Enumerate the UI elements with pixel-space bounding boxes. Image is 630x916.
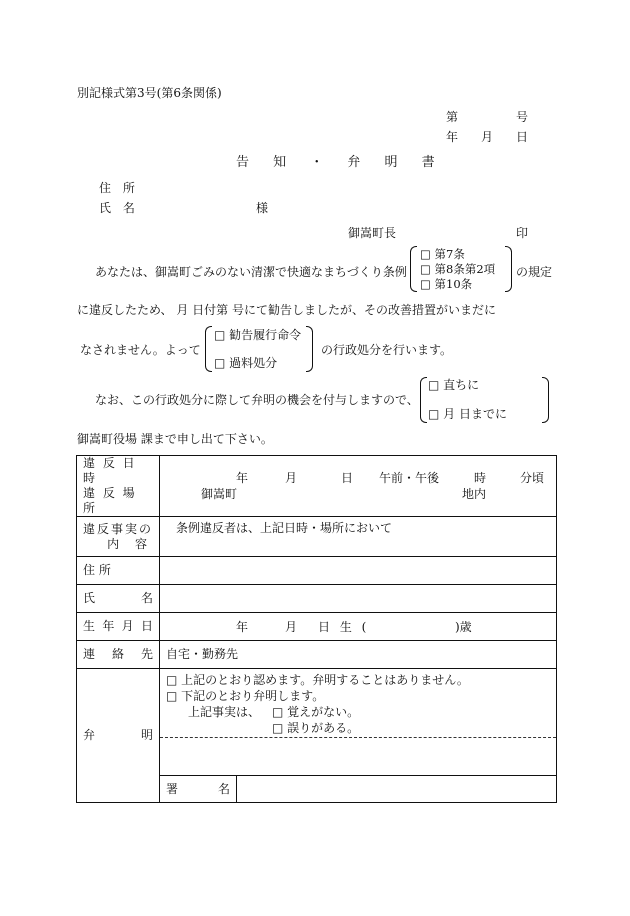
issuer-mayor: 御嵩町長 xyxy=(348,226,397,240)
deadline-option-2[interactable]: □ 月 日までに xyxy=(428,407,507,421)
birthdate-cell[interactable] xyxy=(160,613,557,641)
address-row-label: 住 所 xyxy=(77,557,160,585)
contact-value: 自宅・勤務先 xyxy=(166,647,239,661)
document-number-dai: 第 xyxy=(446,110,459,124)
document-number-go: 号 xyxy=(516,110,529,124)
action-option-2[interactable]: □ 過料処分 xyxy=(214,356,278,370)
defense-option-admit[interactable]: □ 上記のとおり認めます。弁明することはありません。 xyxy=(166,673,469,687)
notice-form-table xyxy=(76,455,557,803)
defense-sub-option-error[interactable]: □ 誤りがある。 xyxy=(272,721,360,735)
defense-sub-label: 上記事実は、 xyxy=(188,705,261,719)
date-day: 日 xyxy=(516,130,529,144)
violation-datetime-label: 違 反 日 時 xyxy=(83,456,137,485)
name-cell[interactable] xyxy=(160,585,557,613)
violation-facts-label xyxy=(77,517,160,557)
articles-bracket-right xyxy=(505,246,512,292)
violation-datetime-place-label xyxy=(77,456,160,517)
violation-facts-value: 条例違反者は、上記日時・場所において xyxy=(176,521,393,535)
articles-bracket-left xyxy=(410,246,417,292)
article-option-3[interactable]: □ 第10条 xyxy=(420,277,473,291)
actions-bracket-right xyxy=(306,326,313,372)
defense-divider xyxy=(160,737,556,738)
paragraph-1-post: の規定 xyxy=(516,265,553,279)
deadline-bracket-left xyxy=(420,377,427,423)
paragraph-2: に違反したため、 月 日付第 号にて勧告しましたが、その改善措置がいまだに xyxy=(77,303,496,317)
deadline-option-1[interactable]: □ 直ちに xyxy=(428,378,480,392)
r1-place-area: 地内 xyxy=(462,487,487,501)
signature-label: 署 名 xyxy=(160,776,237,803)
date-month: 月 xyxy=(481,130,494,144)
paragraph-3-pre: なされません。よって xyxy=(80,343,201,357)
r1-year: 年 xyxy=(236,471,249,485)
defense-row-label: 弁 明 xyxy=(77,669,160,803)
r1-hour: 時 xyxy=(474,471,487,485)
contact-row-label: 連 絡 先 xyxy=(77,641,160,669)
deadline-bracket-right xyxy=(542,377,549,423)
defense-sub-option-unaware[interactable]: □ 覚えがない。 xyxy=(272,705,360,719)
address-label: 住 所 xyxy=(99,181,139,195)
r1-day: 日 xyxy=(341,471,354,485)
paragraph-1-pre: あなたは、御嵩町ごみのない清潔で快適なまちづくり条例 xyxy=(95,265,407,279)
age: )歳 xyxy=(455,619,472,634)
article-option-1[interactable]: □ 第7条 xyxy=(420,247,465,261)
r1-place-town: 御嵩町 xyxy=(201,487,238,501)
violation-datetime-place-cell[interactable] xyxy=(160,456,557,517)
paragraph-5: 御嵩町役場 課まで申し出て下さい。 xyxy=(77,432,273,446)
violation-facts-label-a: 違反事実の xyxy=(83,521,154,536)
violation-place-label: 違 反 場 所 xyxy=(83,486,137,515)
paragraph-4-pre: なお、この行政処分に際して弁明の機会を付与しますので、 xyxy=(95,393,419,407)
address-cell[interactable] xyxy=(160,557,557,585)
form-reference: 別記様式第3号(第6条関係) xyxy=(77,86,222,100)
violation-facts-cell[interactable] xyxy=(160,517,557,557)
defense-cell[interactable] xyxy=(160,669,557,776)
defense-option-defend[interactable]: □ 下記のとおり弁明します。 xyxy=(166,689,325,703)
birth-day: 日 生 ( xyxy=(318,619,367,634)
r1-month: 月 xyxy=(285,471,298,485)
r1-minute: 分頃 xyxy=(520,471,545,485)
paragraph-3-post: の行政処分を行います。 xyxy=(321,343,453,357)
contact-cell[interactable] xyxy=(160,641,557,669)
seal-mark: 印 xyxy=(516,226,529,240)
birthdate-row-label: 生 年 月 日 xyxy=(77,613,160,641)
name-label: 氏 名 xyxy=(99,201,139,215)
violation-facts-label-b: 内 容 xyxy=(107,536,153,551)
date-year: 年 xyxy=(446,130,459,144)
actions-bracket-left xyxy=(205,326,212,372)
name-row-label: 氏 名 xyxy=(77,585,160,613)
signature-cell[interactable] xyxy=(237,776,557,803)
birth-year: 年 xyxy=(236,619,249,634)
birth-month: 月 xyxy=(285,619,298,634)
honorific-sama: 様 xyxy=(256,201,269,215)
r1-ampm: 午前・午後 xyxy=(379,471,440,485)
article-option-2[interactable]: □ 第8条第2項 xyxy=(420,262,496,276)
page-title: 告 知 ・ 弁 明 書 xyxy=(236,155,445,170)
action-option-1[interactable]: □ 勧告履行命令 xyxy=(214,328,302,342)
